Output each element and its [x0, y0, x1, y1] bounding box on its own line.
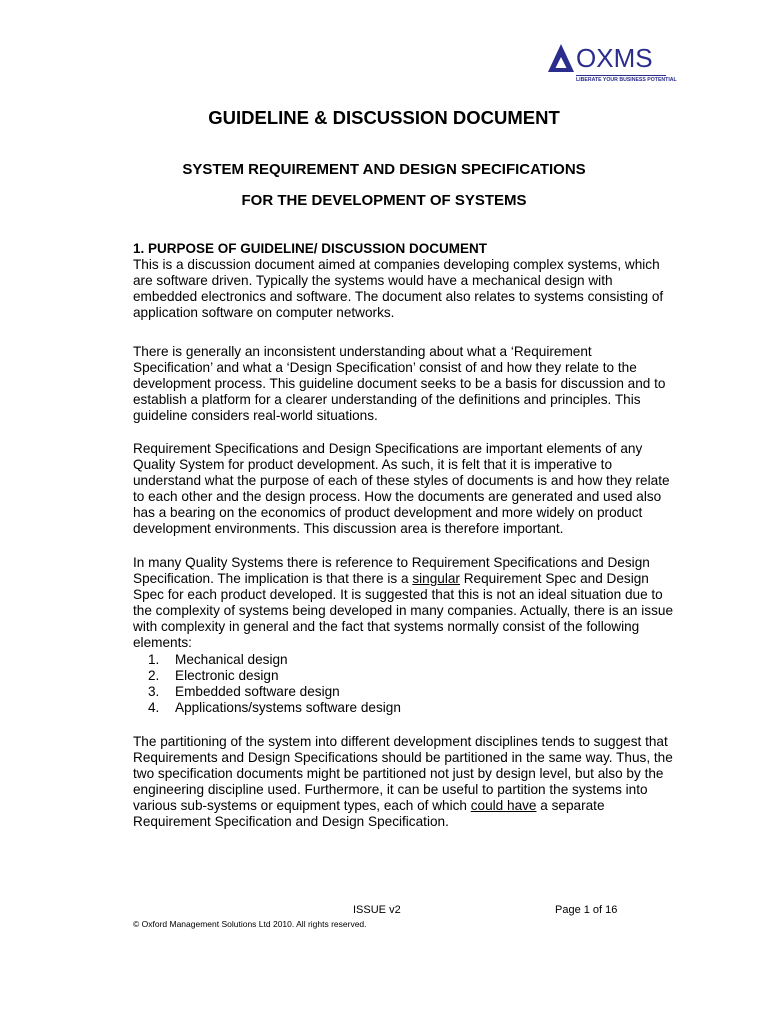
list-item-text: Electronic design — [175, 668, 279, 683]
list-item — [148, 652, 401, 668]
list-item — [148, 684, 401, 700]
footer-copyright: © Oxford Management Solutions Ltd 2010. All rights reserved. — [133, 919, 367, 929]
paragraph-4-text-b: Requirement Spec and Design Spec for each product developed. It is suggested that this is not an ideal situation due to the complexity of systems being developed in many companies. Actually, there is an issue with complexity in general and the fact that systems normally consist of the following elements: — [133, 571, 673, 650]
list-item-number: 3. — [148, 684, 160, 699]
footer-issue: ISSUE v2 — [353, 904, 401, 916]
list-item-text: Applications/systems software design — [175, 700, 401, 715]
logo-brand-text: OXMS — [576, 43, 653, 73]
list-item — [148, 700, 401, 716]
footer-page-number: Page 1 of 16 — [555, 904, 618, 916]
paragraph-5-text-a: The partitioning of the system into different development disciplines tends to suggest that Requirements and Design Specifications should be partitioned in the same way. Thus, the two specification documents might be partitioned not just by design level, but also by the engineering discipline used. Furthermore, it can be useful to partition the systems into various sub-systems or equipment types, each of which — [133, 734, 673, 813]
paragraph-4-underlined: singular — [412, 571, 460, 586]
paragraph-4-text-a: In many Quality Systems there is reference to Requirement Specifications and Design Specification. The implication is that there is a — [133, 555, 650, 586]
paragraph-4 — [133, 555, 673, 651]
paragraph-3: Requirement Specifications and Design Specifications are important elements of any Quality System for product development. As such, it is felt that it is imperative to understand what the purpose of each of these styles of documents is and how they relate to each other and the design process. How the documents are generated and used also has a bearing on the economics of product development and more widely on product development environments. This discussion area is therefore important. — [133, 441, 670, 536]
logo-tagline: LIBERATE YOUR BUSINESS POTENTIAL — [576, 77, 677, 83]
paragraph-1: This is a discussion document aimed at companies developing complex systems, which are software driven. Typically the systems would have a mechanical design with embedded electronics and software. The document also relates to systems consisting of application software on computer networks. — [133, 257, 664, 320]
logo-divider — [576, 75, 666, 76]
document-title: GUIDELINE & DISCUSSION DOCUMENT — [208, 107, 560, 128]
list-item-text: Mechanical design — [175, 652, 288, 667]
list-item-number: 1. — [148, 652, 160, 667]
section-heading: 1. PURPOSE OF GUIDELINE/ DISCUSSION DOCUMENT — [133, 241, 488, 256]
paragraph-5 — [133, 734, 673, 830]
list-item — [148, 668, 401, 684]
triangle-logo-icon — [546, 42, 576, 76]
document-subtitle-line2: FOR THE DEVELOPMENT OF SYSTEMS — [241, 192, 527, 209]
document-subtitle-line1: SYSTEM REQUIREMENT AND DESIGN SPECIFICATIONS — [182, 161, 586, 178]
list-item-number: 2. — [148, 668, 160, 683]
oxms-logo — [546, 42, 676, 86]
paragraph-5-text-b: a separate Requirement Specification and Design Specification. — [133, 798, 605, 829]
list-item-number: 4. — [148, 700, 160, 715]
elements-list — [148, 652, 401, 716]
paragraph-5-underlined: could have — [470, 798, 537, 813]
paragraph-2: There is generally an inconsistent understanding about what a ‘Requirement Specification’ and what a ‘Design Specification’ consist of and how they relate to the development process. This guideline document seeks to be a basis for discussion and to establish a platform for a clearer understanding of the definitions and principles. This guideline considers real-world situations. — [133, 344, 666, 423]
list-item-text: Embedded software design — [175, 684, 340, 699]
